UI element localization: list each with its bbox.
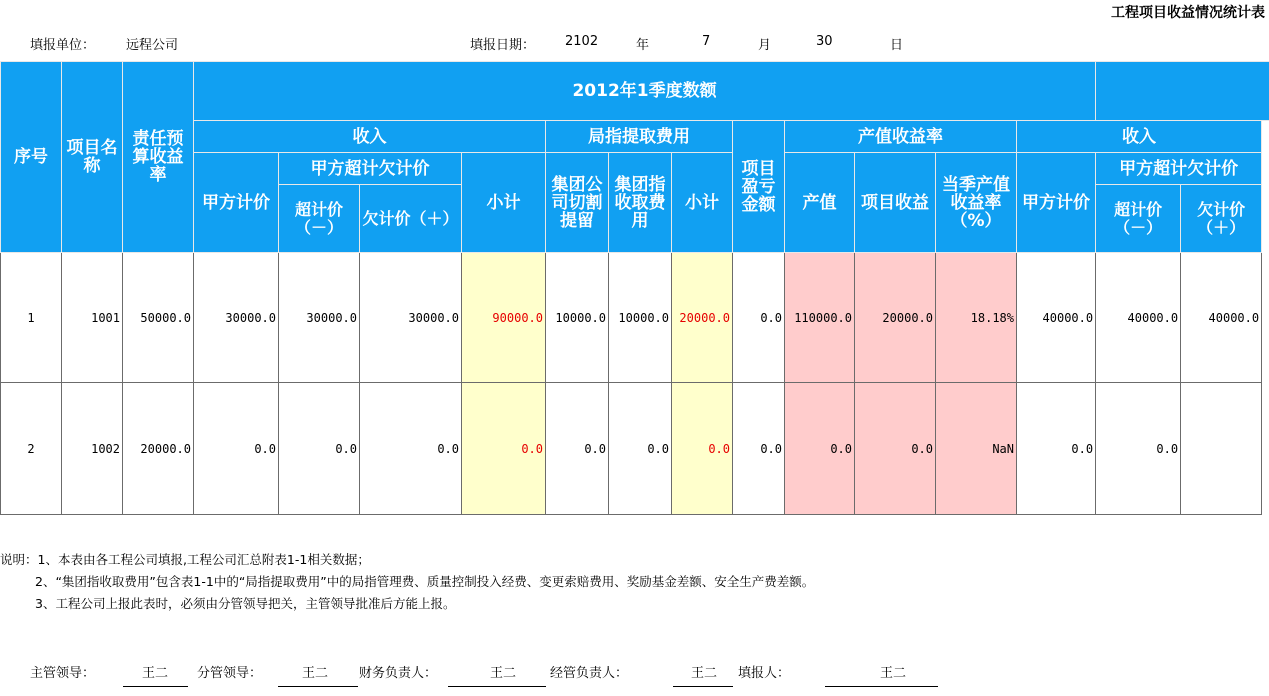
table-row	[1, 383, 1269, 515]
business-signature-line	[673, 686, 733, 687]
report-title: 工程项目收益情况统计表	[1111, 5, 1265, 21]
header-period: 2012年1季度数额	[194, 62, 1096, 121]
cell-project-income: 0.0	[855, 383, 936, 515]
month-value: 7	[702, 34, 711, 49]
header-party-a-over-under: 甲方超计欠计价	[279, 153, 462, 185]
header-over-price-2: 超计价（－）	[1096, 185, 1181, 253]
header-group-cut: 集团公司切割提留	[546, 153, 609, 253]
cell-party-a: 30000.0	[194, 253, 279, 383]
cell-over: 30000.0	[279, 253, 360, 383]
header-income-2: 收入	[1017, 121, 1262, 153]
unit-label: 填报单位：	[30, 38, 96, 53]
cell-group-fee: 0.0	[609, 383, 672, 515]
cell-quarter-rate: NaN	[936, 383, 1017, 515]
cell-profit-loss: 0.0	[733, 253, 785, 383]
cell-group-cut: 0.0	[546, 383, 609, 515]
finance-name: 王二	[490, 666, 517, 681]
unit-value: 远程公司	[126, 38, 179, 53]
filler-signature-line	[825, 686, 938, 687]
cell-party-a-2: 40000.0	[1017, 253, 1096, 383]
cell-quarter-rate: 18.18%	[936, 253, 1017, 383]
header-over-price: 超计价（－）	[279, 185, 360, 253]
header-project-name: 项目名称	[62, 62, 123, 253]
day-value: 30	[816, 34, 833, 49]
header-project-income: 项目收益	[855, 153, 936, 253]
cell-project-income: 20000.0	[855, 253, 936, 383]
filler-name: 王二	[880, 666, 907, 681]
cell-under-2	[1181, 383, 1262, 515]
cell-subtotal: 90000.0	[462, 253, 546, 383]
notes	[0, 549, 814, 615]
cell-seq: 1	[1, 253, 62, 383]
cell-group-fee: 10000.0	[609, 253, 672, 383]
header-output-value: 产值	[785, 153, 855, 253]
header-party-a-price-2: 甲方计价	[1017, 153, 1096, 253]
finance-label: 财务负责人：	[359, 666, 438, 681]
cell-name: 1002	[62, 383, 123, 515]
cell-profit-loss: 0.0	[733, 383, 785, 515]
cell-output-value: 0.0	[785, 383, 855, 515]
cell-fee-subtotal: 20000.0	[672, 253, 733, 383]
deputy-signature-line	[278, 686, 358, 687]
cell-over: 0.0	[279, 383, 360, 515]
chief-signature-line	[123, 686, 188, 687]
header-fee-subtotal: 小计	[672, 153, 733, 253]
cell-party-a-2: 0.0	[1017, 383, 1096, 515]
chief-label: 主管领导：	[30, 666, 96, 681]
deputy-name: 王二	[302, 666, 329, 681]
header-group-fee: 集团指收取费用	[609, 153, 672, 253]
cell-over-2: 0.0	[1096, 383, 1181, 515]
header-profit-loss: 项目盈亏金额	[733, 121, 785, 253]
income-table	[0, 61, 1269, 515]
year-value: 2102	[565, 34, 599, 49]
header-subtotal: 小计	[462, 153, 546, 253]
cell-fee-subtotal: 0.0	[672, 383, 733, 515]
cell-under: 30000.0	[360, 253, 462, 383]
business-name: 王二	[691, 666, 718, 681]
cell-group-cut: 10000.0	[546, 253, 609, 383]
cell-subtotal: 0.0	[462, 383, 546, 515]
cell-budget: 50000.0	[123, 253, 194, 383]
chief-name: 王二	[142, 666, 169, 681]
header-output-rate: 产值收益率	[785, 121, 1017, 153]
header-party-a-price: 甲方计价	[194, 153, 279, 253]
cell-under: 0.0	[360, 383, 462, 515]
cell-seq: 2	[1, 383, 62, 515]
cell-budget: 20000.0	[123, 383, 194, 515]
note-2: 2、“集团指收取费用”包含表1-1中的“局指提取费用”中的局指管理费、质量控制投入经费、变更索赔费用、奖励基金差额、安全生产费差额。	[35, 574, 815, 589]
header-under-price-2: 欠计价（＋）	[1181, 185, 1262, 253]
header-budget-rate: 责任预算收益率	[123, 62, 194, 253]
date-label: 填报日期：	[470, 38, 536, 53]
cell-party-a: 0.0	[194, 383, 279, 515]
header-period-next	[1096, 62, 1269, 121]
note-1: 说明：1、本表由各工程公司填报,工程公司汇总附表1-1相关数据；	[0, 552, 370, 567]
business-label: 经管负责人：	[550, 666, 629, 681]
cell-output-value: 110000.0	[785, 253, 855, 383]
filler-label: 填报人：	[738, 666, 791, 681]
header-seq: 序号	[1, 62, 62, 253]
deputy-label: 分管领导：	[197, 666, 263, 681]
header-bureau-fee: 局指提取费用	[546, 121, 733, 153]
header-under-price: 欠计价（＋）	[360, 185, 462, 253]
year-label: 年	[636, 38, 650, 53]
header-quarter-rate: 当季产值收益率（%）	[936, 153, 1017, 253]
note-3: 3、工程公司上报此表时，必须由分管领导把关，主管领导批准后方能上报。	[35, 596, 456, 611]
cell-over-2: 40000.0	[1096, 253, 1181, 383]
cell-name: 1001	[62, 253, 123, 383]
header-income: 收入	[194, 121, 546, 153]
month-label: 月	[758, 38, 772, 53]
finance-signature-line	[448, 686, 546, 687]
day-label: 日	[890, 38, 904, 53]
cell-under-2: 40000.0	[1181, 253, 1262, 383]
table-row	[1, 253, 1269, 383]
header-party-a-over-under-2: 甲方超计欠计价	[1096, 153, 1262, 185]
